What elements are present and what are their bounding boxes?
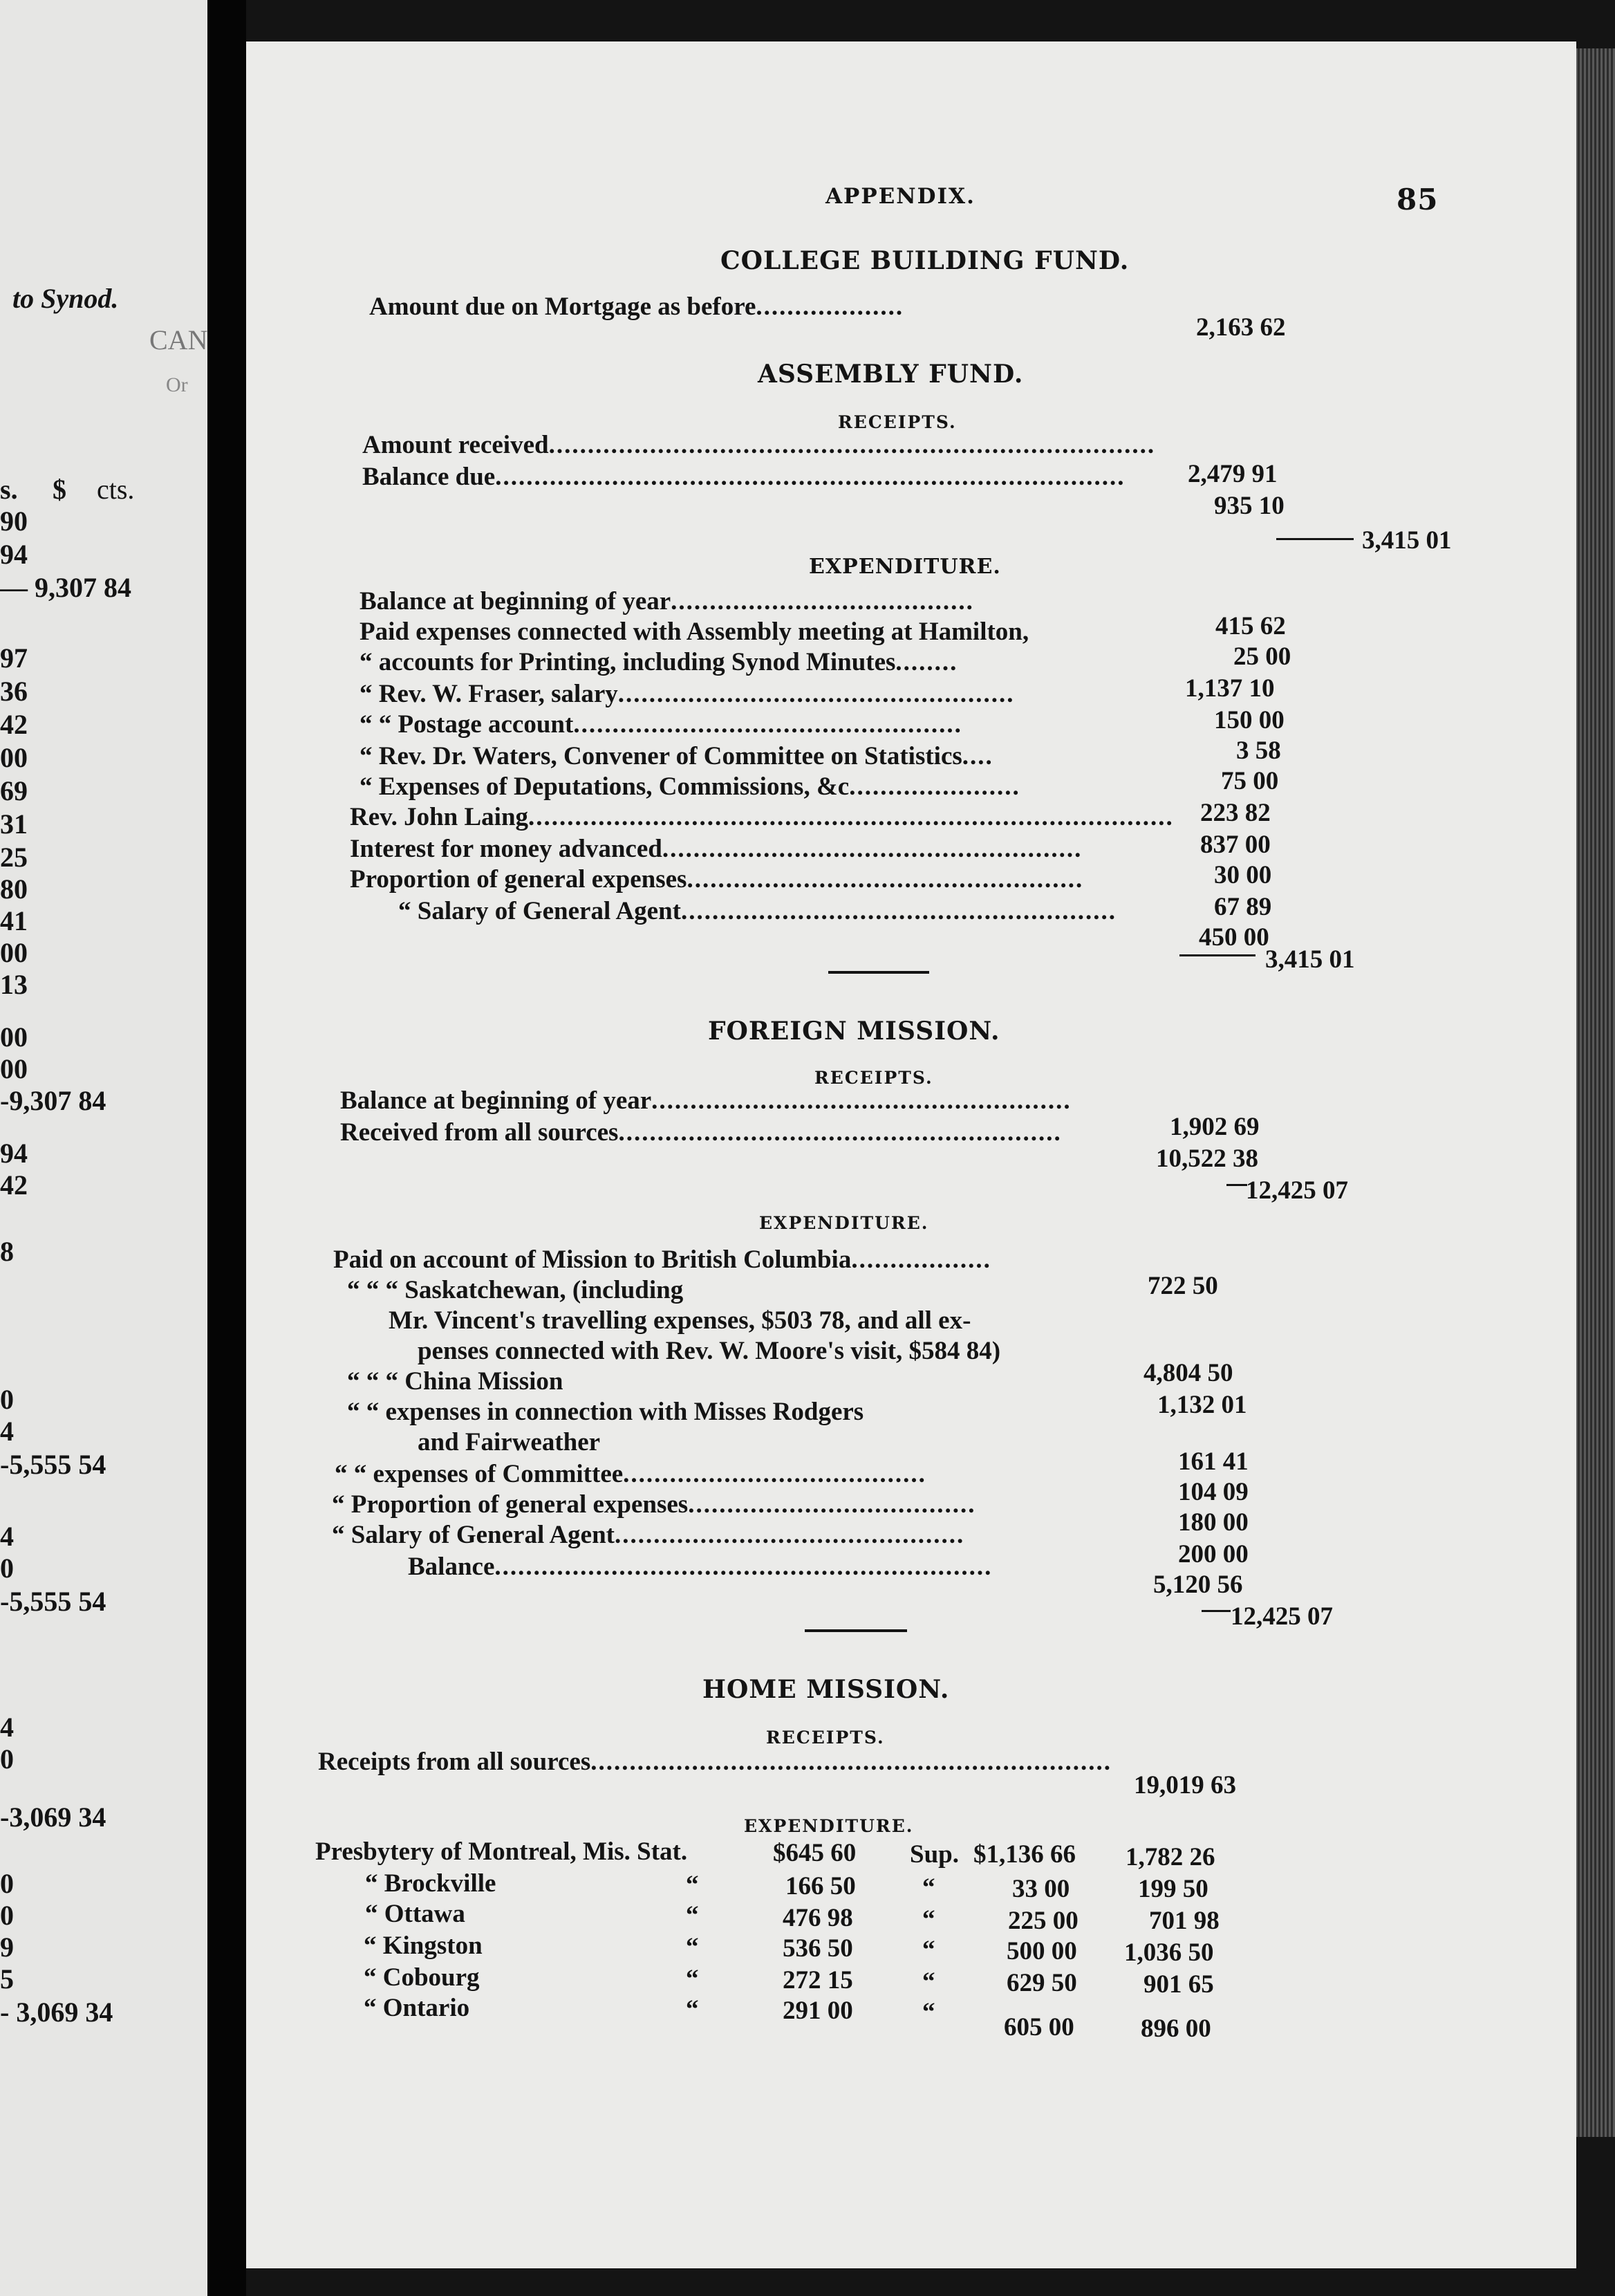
assembly-receipt-amount: 2,479 91 bbox=[1188, 460, 1278, 488]
foreign-expenditure-label: EXPENDITURE. bbox=[759, 1213, 929, 1233]
facing-item: s. bbox=[0, 474, 18, 505]
page-edges bbox=[1574, 48, 1615, 2137]
facing-item: 42 bbox=[0, 709, 28, 740]
facing-heading: to Synod. bbox=[12, 283, 119, 314]
row-label: “ Rev. Dr. Waters, Convener of Committee on Statistics bbox=[360, 742, 962, 770]
home-receipt-amount: 19,019 63 bbox=[1134, 1771, 1236, 1799]
row-label: “ “ Postage account bbox=[360, 710, 574, 739]
foreign-exp-row: “ “ “ China Mission bbox=[347, 1367, 563, 1396]
row-total: 1,782 26 bbox=[1126, 1843, 1215, 1871]
foreign-exp-row: “ “ “ Saskatchewan, (including bbox=[347, 1276, 684, 1304]
foreign-exp-amount: 180 00 bbox=[1178, 1508, 1249, 1537]
presbytery-name: “ Ottawa bbox=[365, 1900, 465, 1928]
supply-amount: 225 00 bbox=[1008, 1907, 1079, 1935]
row-total: 896 00 bbox=[1141, 2015, 1211, 2043]
supply-amount: 605 00 bbox=[1004, 2013, 1074, 2042]
assembly-receipt-row: Balance due................................................................................. bbox=[362, 463, 1126, 491]
assembly-expenditure-label: EXPENDITURE. bbox=[809, 555, 1001, 579]
foreign-exp-amount: 161 41 bbox=[1178, 1447, 1249, 1476]
mission-stations-amount: 291 00 bbox=[783, 1997, 853, 2025]
facing-item: 69 bbox=[0, 775, 28, 806]
facing-item: 94 bbox=[0, 1138, 28, 1169]
facing-item: 5 bbox=[0, 1963, 14, 1994]
assembly-exp-amount: 67 89 bbox=[1214, 893, 1272, 921]
row-label: “ accounts for Printing, including Synod Minutes bbox=[360, 648, 896, 676]
facing-item: 0 bbox=[0, 1384, 14, 1415]
assembly-exp-row: “ Expenses of Deputations, Commissions, &c...................... bbox=[360, 772, 1020, 801]
facing-item: 00 bbox=[0, 937, 28, 968]
college-line: Amount due on Mortgage as before................... bbox=[369, 293, 904, 321]
assembly-exp-row: “ Rev. W. Fraser, salary................................................... bbox=[360, 680, 1015, 708]
facing-item: 00 bbox=[0, 1021, 28, 1053]
assembly-receipt-amount: 935 10 bbox=[1214, 492, 1285, 520]
section-divider bbox=[828, 971, 929, 974]
assembly-receipts-label: RECEIPTS. bbox=[838, 412, 957, 432]
row-label: Balance at beginning of year bbox=[340, 1086, 652, 1115]
total-rule bbox=[1226, 1184, 1247, 1186]
college-amount: 2,163 62 bbox=[1196, 313, 1286, 342]
foreign-exp-row: and Fairweather bbox=[418, 1428, 601, 1456]
facing-col-dollar: $ bbox=[53, 474, 66, 505]
facing-item: 41 bbox=[0, 905, 28, 936]
foreign-receipt-row: Balance at beginning of year...................................................... bbox=[340, 1086, 1072, 1115]
foreign-exp-row: Paid on account of Mission to British Columbia.................. bbox=[333, 1246, 991, 1274]
row-label: Balance at beginning of year bbox=[360, 587, 671, 615]
facing-item: -5,555 54 bbox=[0, 1586, 106, 1617]
facing-item: -3,069 34 bbox=[0, 1802, 106, 1833]
assembly-exp-row: Proportion of general expenses................................................... bbox=[350, 865, 1084, 894]
assembly-exp-row: Balance at beginning of year....................................... bbox=[360, 587, 974, 615]
foreign-receipt-row: Received from all sources......................................................... bbox=[340, 1118, 1062, 1147]
facing-col-cts: cts. bbox=[97, 474, 135, 505]
college-line-label: Amount due on Mortgage as before bbox=[369, 293, 756, 321]
facing-page bbox=[0, 0, 207, 2296]
facing-item: 0 bbox=[0, 1743, 14, 1775]
assembly-exp-row: Paid expenses connected with Assembly meeting at Hamilton, bbox=[360, 618, 1029, 646]
facing-item: 0 bbox=[0, 1553, 14, 1584]
assembly-exp-amount: 25 00 bbox=[1233, 642, 1291, 671]
row-label: “ Rev. W. Fraser, salary bbox=[360, 680, 618, 708]
supply-amount: 629 50 bbox=[1007, 1969, 1077, 1997]
assembly-expenditure-total: 3,415 01 bbox=[1265, 945, 1355, 974]
facing-item: 4 bbox=[0, 1712, 14, 1743]
row-label: “ Salary of General Agent bbox=[398, 897, 682, 925]
row-label: Rev. John Laing bbox=[350, 803, 529, 831]
facing-item: 4 bbox=[0, 1521, 14, 1552]
row-label: “ “ expenses of Committee bbox=[335, 1460, 624, 1488]
facing-item: 0 bbox=[0, 1900, 14, 1931]
total-rule bbox=[1179, 954, 1255, 956]
assembly-exp-row: Interest for money advanced...................................................... bbox=[350, 835, 1083, 863]
home-receipt-row: Receipts from all sources................................................................... bbox=[318, 1748, 1112, 1776]
foreign-exp-amount: 4,804 50 bbox=[1143, 1359, 1233, 1387]
document-page bbox=[246, 41, 1576, 2268]
row-total: 1,036 50 bbox=[1124, 1938, 1214, 1967]
assembly-exp-amount: 223 82 bbox=[1200, 799, 1271, 827]
facing-item: 94 bbox=[0, 539, 28, 570]
assembly-exp-amount: 1,137 10 bbox=[1185, 674, 1275, 703]
facing-item: -5,555 54 bbox=[0, 1449, 106, 1480]
facing-item: 00 bbox=[0, 742, 28, 773]
assembly-receipts-total: 3,415 01 bbox=[1362, 526, 1452, 555]
supply-prefix: “ bbox=[922, 1936, 935, 1964]
facing-item: 4 bbox=[0, 1416, 14, 1447]
presbytery-name: “ Cobourg bbox=[364, 1963, 480, 1992]
section-title-assembly: ASSEMBLY FUND. bbox=[758, 360, 1024, 389]
facing-item: 42 bbox=[0, 1169, 28, 1201]
total-rule bbox=[1276, 538, 1354, 540]
assembly-exp-amount: 75 00 bbox=[1221, 767, 1279, 795]
foreign-expenditure-total: 12,425 07 bbox=[1231, 1602, 1333, 1631]
supply-prefix: “ bbox=[922, 1905, 935, 1934]
mission-stations-amount: $645 60 bbox=[773, 1839, 857, 1867]
facing-item: 13 bbox=[0, 969, 28, 1000]
assembly-exp-row: “ accounts for Printing, including Synod Minutes........ bbox=[360, 648, 958, 676]
foreign-exp-row: penses connected with Rev. W. Moore's visit, $584 84) bbox=[418, 1337, 1001, 1365]
row-label: Paid on account of Mission to British Columbia bbox=[333, 1246, 852, 1274]
supply-prefix: “ bbox=[922, 1873, 935, 1902]
ditto-mark: “ bbox=[686, 1933, 699, 1961]
row-label: Interest for money advanced bbox=[350, 835, 662, 863]
presbytery-name: “ Brockville bbox=[365, 1869, 496, 1898]
facing-item: 00 bbox=[0, 1053, 28, 1084]
assembly-exp-row: “ Salary of General Agent........................................................ bbox=[398, 897, 1117, 925]
total-rule bbox=[1202, 1610, 1231, 1612]
facing-item: - 3,069 34 bbox=[0, 1997, 113, 2028]
presbytery-name: “ Ontario bbox=[364, 1994, 470, 2022]
assembly-exp-amount: 450 00 bbox=[1199, 923, 1269, 952]
facing-item: 80 bbox=[0, 873, 28, 905]
ditto-mark: “ bbox=[686, 1965, 699, 1993]
home-expenditure-label: EXPENDITURE. bbox=[744, 1816, 914, 1836]
mission-stations-amount: 476 98 bbox=[783, 1904, 853, 1932]
row-label: Balance bbox=[408, 1553, 495, 1581]
supply-prefix: Sup. bbox=[910, 1840, 959, 1869]
row-label: Amount received bbox=[362, 431, 549, 459]
foreign-exp-amount: 104 09 bbox=[1178, 1478, 1249, 1506]
foreign-exp-row: Balance................................................................ bbox=[408, 1553, 993, 1581]
facing-item: 97 bbox=[0, 642, 28, 674]
section-divider bbox=[805, 1629, 907, 1632]
mission-stations-amount: 166 50 bbox=[785, 1872, 856, 1900]
foreign-receipts-label: RECEIPTS. bbox=[814, 1068, 933, 1088]
assembly-receipt-row: Amount received.............................................................................. bbox=[362, 431, 1156, 459]
row-label: “ Proportion of general expenses bbox=[332, 1490, 689, 1519]
facing-item: 36 bbox=[0, 676, 28, 707]
foreign-exp-row: “ “ expenses in connection with Misses Rodgers bbox=[347, 1398, 864, 1426]
foreign-exp-amount: 1,132 01 bbox=[1157, 1391, 1247, 1419]
row-label: Balance due bbox=[362, 463, 496, 491]
mission-stations-amount: 536 50 bbox=[783, 1934, 853, 1963]
page-number: 85 bbox=[1397, 183, 1439, 216]
mission-stations-amount: 272 15 bbox=[783, 1966, 853, 1994]
facing-item: — 9,307 84 bbox=[0, 572, 131, 603]
assembly-exp-amount: 30 00 bbox=[1214, 861, 1272, 889]
assembly-exp-amount: 150 00 bbox=[1214, 706, 1285, 734]
row-total: 199 50 bbox=[1138, 1875, 1208, 1903]
ditto-mark: “ bbox=[686, 1995, 699, 2024]
row-total: 901 65 bbox=[1143, 1970, 1214, 1999]
foreign-exp-row: “ “ expenses of Committee....................................... bbox=[335, 1460, 926, 1488]
presbytery-name: Presbytery of Montreal, Mis. Stat. bbox=[315, 1837, 688, 1866]
foreign-exp-row: Mr. Vincent's travelling expenses, $503 78, and all ex- bbox=[389, 1306, 971, 1335]
assembly-exp-row: “ Rev. Dr. Waters, Convener of Committee on Statistics.... bbox=[360, 742, 993, 770]
facing-item: Or bbox=[166, 373, 188, 396]
running-title: APPENDIX. bbox=[825, 184, 975, 209]
supply-prefix: “ bbox=[922, 1998, 935, 2026]
row-label: “ Salary of General Agent bbox=[332, 1521, 615, 1549]
home-receipts-label: RECEIPTS. bbox=[766, 1728, 885, 1748]
foreign-exp-row: “ Proportion of general expenses..................................... bbox=[332, 1490, 976, 1519]
foreign-receipt-amount: 10,522 38 bbox=[1156, 1145, 1258, 1173]
section-title-foreign: FOREIGN MISSION. bbox=[708, 1017, 1000, 1046]
assembly-exp-amount: 3 58 bbox=[1236, 737, 1281, 765]
row-label: Proportion of general expenses bbox=[350, 865, 687, 894]
foreign-exp-amount: 722 50 bbox=[1148, 1272, 1218, 1300]
foreign-receipt-amount: 1,902 69 bbox=[1170, 1113, 1260, 1141]
section-title-home: HOME MISSION. bbox=[702, 1675, 950, 1704]
assembly-exp-amount: 837 00 bbox=[1200, 831, 1271, 859]
presbytery-name: “ Kingston bbox=[364, 1932, 483, 1960]
facing-item: CAN bbox=[149, 324, 207, 355]
foreign-exp-amount: 5,120 56 bbox=[1153, 1571, 1243, 1599]
facing-item: 90 bbox=[0, 506, 28, 537]
section-title-college: COLLEGE BUILDING FUND. bbox=[720, 246, 1130, 275]
facing-item: 31 bbox=[0, 808, 28, 840]
supply-amount: $1,136 66 bbox=[973, 1840, 1076, 1869]
foreign-exp-row: “ Salary of General Agent............................................. bbox=[332, 1521, 965, 1549]
foreign-receipts-total: 12,425 07 bbox=[1246, 1176, 1348, 1205]
facing-item: -9,307 84 bbox=[0, 1085, 106, 1116]
row-total: 701 98 bbox=[1149, 1907, 1220, 1935]
assembly-exp-row: “ “ Postage account.................................................. bbox=[360, 710, 962, 739]
row-label: Receipts from all sources bbox=[318, 1748, 591, 1776]
book-binding bbox=[207, 0, 246, 2296]
facing-item: 25 bbox=[0, 842, 28, 873]
supply-amount: 500 00 bbox=[1007, 1937, 1077, 1965]
ditto-mark: “ bbox=[686, 1871, 699, 1899]
foreign-exp-amount: 200 00 bbox=[1178, 1540, 1249, 1568]
facing-item: 9 bbox=[0, 1932, 14, 1963]
assembly-exp-amount: 415 62 bbox=[1215, 612, 1286, 640]
ditto-mark: “ bbox=[686, 1901, 699, 1929]
row-label: Received from all sources bbox=[340, 1118, 619, 1147]
assembly-exp-row: Rev. John Laing................................................................................... bbox=[350, 803, 1174, 831]
facing-item: 0 bbox=[0, 1868, 14, 1899]
row-label: “ Expenses of Deputations, Commissions, &c bbox=[360, 772, 850, 801]
supply-amount: 33 00 bbox=[1012, 1875, 1070, 1903]
supply-prefix: “ bbox=[922, 1968, 935, 1996]
facing-item: 8 bbox=[0, 1236, 14, 1267]
